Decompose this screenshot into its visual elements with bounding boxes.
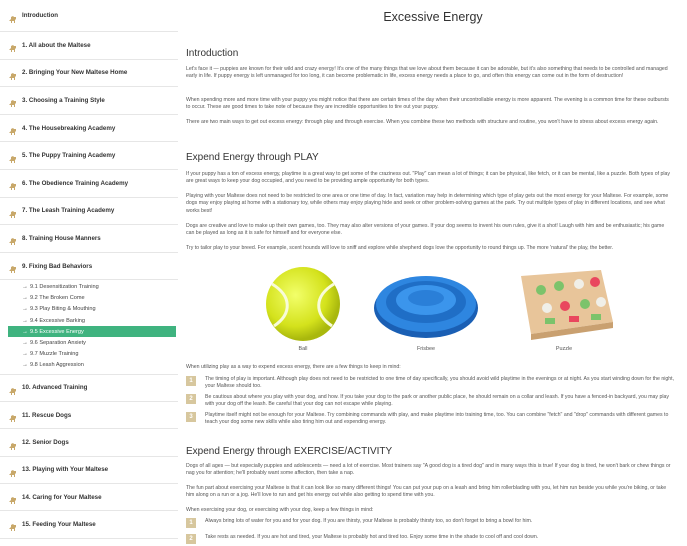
sidebar-item[interactable] xyxy=(0,60,178,88)
sidebar-subitem-label: 9.2 The Broken Come xyxy=(30,295,85,302)
list-item xyxy=(186,518,676,528)
ball-caption: Ball xyxy=(298,346,308,352)
dog-icon xyxy=(8,233,18,243)
exercise-tips-list xyxy=(186,518,676,546)
list-number: 3 xyxy=(186,412,196,422)
sidebar-item-label: 3. Choosing a Training Style xyxy=(22,96,105,104)
play-paragraph-5: When utilizing play as a way to expend excess energy, there are a few things to keep in mind: xyxy=(186,364,401,370)
puzzle-figure xyxy=(509,262,619,354)
frisbee-image xyxy=(371,262,481,344)
dog-icon xyxy=(8,492,18,502)
arrow-right-icon: → xyxy=(22,295,28,302)
dog-icon xyxy=(8,40,18,50)
exercise-paragraph-2: The fun part about exercising your Maltese is that it can look like so many different things! You can put your pup on a leash and bring him rollerblading with you, let him run beside you while you're biking, or take him along on a run or a jog. He'll love to run and get his energy out while also getting to spend time with you. xyxy=(186,485,667,499)
dog-icon xyxy=(8,438,18,448)
arrow-right-icon: → xyxy=(22,283,28,290)
sidebar-subitem-label: 9.1 Desensitization Training xyxy=(30,283,99,290)
sidebar-item-label: 2. Bringing Your New Maltese Home xyxy=(22,69,128,77)
sidebar-item[interactable] xyxy=(0,457,178,484)
sidebar-subitem[interactable] xyxy=(0,348,178,359)
exercise-paragraph-1: Dogs of all ages — but especially puppies and adolescents — need a lot of exercise. Most trainers say "A good dog is a tired dog" and in many ways this is true! If your dog is tired, he won't bark or chew things or nag you for attention; he'll probably want some affection, then take a nap. xyxy=(186,463,671,477)
sidebar xyxy=(0,0,178,546)
intro-paragraph-1: Let's face it — puppies are known for their wild and crazy energy! It's one of the many things that we love about them because it can be adorable, but it's also something that needs to be controlled and managed early in life. If puppy energy is left unmanaged for too long, it can become problematic in life, excess energy needs a place to go, and often this energy can come out in the form of destruction! xyxy=(186,66,668,80)
sidebar-item[interactable] xyxy=(0,142,178,170)
frisbee-caption: Frisbee xyxy=(417,346,435,352)
sidebar-item-label: Introduction xyxy=(22,12,59,19)
sidebar-item[interactable] xyxy=(0,429,178,456)
play-heading: Expend Energy through PLAY xyxy=(186,152,319,163)
dog-icon xyxy=(8,123,18,133)
dog-icon xyxy=(8,11,18,21)
sidebar-subitem[interactable] xyxy=(0,281,178,292)
sidebar-item[interactable] xyxy=(0,198,178,226)
arrow-right-icon: → xyxy=(22,339,28,346)
page-title: Excessive Energy xyxy=(383,10,483,24)
tennis-ball-image xyxy=(248,262,358,344)
sidebar-subitem-active[interactable] xyxy=(8,326,176,337)
list-item xyxy=(186,412,676,427)
arrow-right-icon: → xyxy=(22,362,28,369)
sidebar-item[interactable] xyxy=(0,87,178,115)
dog-icon xyxy=(8,465,18,475)
sidebar-item[interactable] xyxy=(0,402,178,429)
toy-image-row xyxy=(186,262,680,354)
list-text: Always bring lots of water for you and for your dog. If you are thirsty, your Maltese is probably thirsty too, so don't forget to bring a bowl for him. xyxy=(205,518,533,524)
list-item xyxy=(186,376,676,391)
dog-icon xyxy=(8,178,18,188)
ball-figure xyxy=(248,262,358,354)
sidebar-item-label: 12. Senior Dogs xyxy=(22,439,69,447)
dog-icon xyxy=(8,68,18,78)
dog-icon xyxy=(8,383,18,393)
sub-list xyxy=(0,280,178,375)
sidebar-item-label: 7. The Leash Training Academy xyxy=(22,207,115,215)
arrow-right-icon: → xyxy=(22,351,28,358)
exercise-heading: Expend Energy through EXERCISE/ACTIVITY xyxy=(186,446,393,457)
sidebar-subitem-label: 9.7 Muzzle Training xyxy=(30,351,79,358)
play-paragraph-2: Playing with your Maltese does not need to be restricted to one area or one time of day. In fact, variation may help in determining which type of play gets out the most energy for your Maltese. For example, some dogs may enjoy playing at home with a stationary toy, while others may enjoy playing hide and seek or other problem-solving games at the park. Try out multiple types of play in different locations, and see what works best! xyxy=(186,193,669,214)
sidebar-item-label: 11. Rescue Dogs xyxy=(22,411,72,419)
sidebar-item-label: 8. Training House Manners xyxy=(22,234,101,242)
list-number: 2 xyxy=(186,534,196,544)
play-paragraph-3: Dogs are creative and love to make up their own games, too. They may also alter versions of your games. If your dog seems to invent his own rules, give it a shot! Laugh with him and be enthusiastic; his game can be played as long as it is safe for himself and for everyone else. xyxy=(186,223,665,237)
list-text: Playtime itself might not be enough for your Maltese. Try combining commands with play, and make playtime into training time, too. You can combine "fetch" and "drop" commands with different games to teach your dog some new skills while also tiring him out and expending energy. xyxy=(205,411,669,426)
sidebar-subitem[interactable] xyxy=(0,337,178,348)
sidebar-subitem-label: 9.5 Excessive Energy xyxy=(30,328,84,335)
play-paragraph-1: If your puppy has a ton of excess energy, playtime is a great way to get some of the craziness out. "Play" can mean a lot of things; it can be physical, like fetch, or it can be mental, like a puzzle. Both types of play are great ways to keep your dog occupied, and you need to be providing ample opportunity for both types. xyxy=(186,171,670,185)
list-item xyxy=(186,394,676,409)
dog-icon xyxy=(8,206,18,216)
arrow-right-icon: → xyxy=(22,328,28,335)
sidebar-item-label: 15. Feeding Your Maltese xyxy=(22,520,96,528)
sidebar-item[interactable] xyxy=(0,170,178,198)
arrow-right-icon: → xyxy=(22,306,28,313)
list-text: Be cautious about where you play with your dog, and how. If you take your dog to the park or another public place, he should remain on a collar and leash. If you have a fenced-in backyard, you may play with your dog off the leash. Be careful that your dog can not escape while playing. xyxy=(205,393,669,408)
main-content xyxy=(186,0,680,546)
list-number: 1 xyxy=(186,518,196,528)
sidebar-item[interactable] xyxy=(0,32,178,60)
sidebar-item[interactable] xyxy=(0,115,178,143)
sidebar-item[interactable] xyxy=(0,484,178,511)
intro-paragraph-2: When spending more and more time with your puppy you might notice that there are certain times of the day when their uncontrollable energy is more apparent. The evening is a common time for these outbursts to occur. These are good times to take note of because they are incredible opportunities to tire out your puppy. xyxy=(186,97,669,111)
sidebar-item-label: 9. Fixing Bad Behaviors xyxy=(22,262,93,270)
sidebar-item-label: 1. All about the Maltese xyxy=(22,41,91,49)
intro-paragraph-3: There are two main ways to get out excess energy: through play and through exercise. When you combine these two methods with structure and routine, you won't have to stress about excess energy again. xyxy=(186,119,659,125)
sidebar-item[interactable] xyxy=(0,511,178,538)
list-text: The timing of play is important. Although play does not need to be restricted to one time of day specifically, you should avoid wild playtime in the evenings or at night. As you start winding down for the night, your Maltese should too. xyxy=(205,376,675,390)
sidebar-subitem-label: 9.6 Separation Anxiety xyxy=(30,339,86,346)
dog-icon xyxy=(8,151,18,161)
list-number: 2 xyxy=(186,394,196,404)
arrow-right-icon: → xyxy=(22,317,28,324)
list-number: 1 xyxy=(186,376,196,386)
sidebar-subitem[interactable] xyxy=(0,293,178,304)
sidebar-item[interactable] xyxy=(0,0,178,32)
dog-icon xyxy=(8,95,18,105)
frisbee-figure xyxy=(371,262,481,354)
puzzle-toy-image xyxy=(509,262,619,344)
sidebar-item[interactable] xyxy=(0,253,178,281)
sidebar-item-label: 5. The Puppy Training Academy xyxy=(22,152,116,160)
sidebar-item-label: 10. Advanced Training xyxy=(22,384,88,392)
dog-icon xyxy=(8,410,18,420)
sidebar-item-label: 6. The Obedience Training Academy xyxy=(22,179,129,187)
dog-icon xyxy=(8,261,18,271)
sidebar-subitem-label: 9.3 Play Biting & Mouthing xyxy=(30,306,96,313)
intro-heading: Introduction xyxy=(186,48,239,59)
play-tips-list xyxy=(186,376,676,429)
sidebar-subitem-label: 9.4 Excessive Barking xyxy=(30,317,86,324)
sidebar-item-label: 4. The Housebreaking Academy xyxy=(22,124,116,132)
play-paragraph-4: Try to tailor play to your breed. For example, scent hounds will love to sniff and explore while shepherd dogs love the opportunity to round things up. The more 'natural' the play, the better. xyxy=(186,245,614,251)
dog-icon xyxy=(8,519,18,529)
sidebar-subitem[interactable] xyxy=(0,315,178,326)
sidebar-subitem-label: 9.8 Leash Aggression xyxy=(30,362,84,369)
sidebar-subitem[interactable] xyxy=(0,360,178,371)
sidebar-item[interactable] xyxy=(0,225,178,253)
sidebar-item-label: 14. Caring for Your Maltese xyxy=(22,493,102,501)
exercise-paragraph-3: When exercising your dog, or exercising with your dog, keep a few things in mind: xyxy=(186,507,374,513)
list-text: Take rests as needed. If you are hot and tired, your Maltese is probably hot and tired too. Enjoy some time in the shade to cool off and cool down. xyxy=(205,534,539,540)
puzzle-caption: Puzzle xyxy=(555,346,573,352)
sidebar-item-label: 13. Playing with Your Maltese xyxy=(22,466,109,474)
sidebar-item[interactable] xyxy=(0,375,178,402)
sidebar-subitem[interactable] xyxy=(0,304,178,315)
list-item xyxy=(186,534,676,544)
